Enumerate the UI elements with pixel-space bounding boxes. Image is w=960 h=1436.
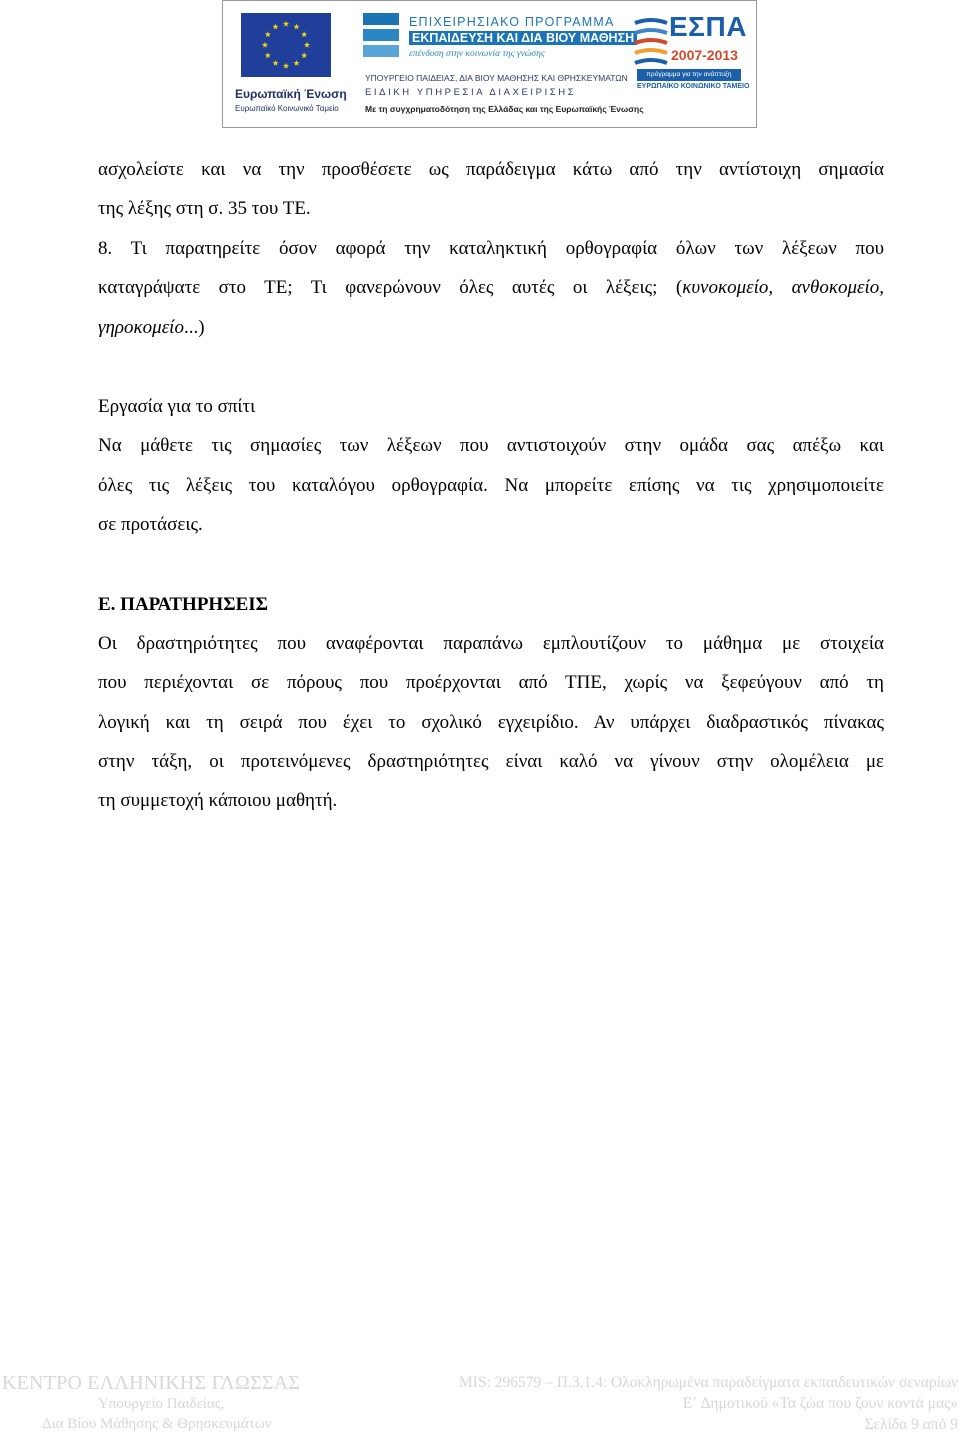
program-cofunding: Με τη συγχρηματοδότηση της Ελλάδας και της Ευρωπαϊκής Ένωσης (365, 104, 644, 114)
notes-heading: Ε. ΠΑΡΑΤΗΡΗΣΕΙΣ (98, 593, 269, 615)
paragraph-line: της λέξης στη σ. 35 του ΤΕ. (98, 198, 311, 220)
notes-line: τη συμμετοχή κάποιου μαθητή. (98, 790, 338, 812)
espa-tagline: πρόγραμμα για την ανάπτυξη (637, 69, 741, 81)
homework-line: όλες τις λέξεις του καταλόγου ορθογραφία. Να μπορείτε επίσης να τις χρησιμοποιείτε (98, 474, 884, 496)
question-8-text: καταγράψατε στο ΤΕ; Τι φανερώνουν όλες αυτές οι λέξεις; ( (98, 277, 683, 299)
program-service: ΕΙΔΙΚΗ ΥΠΗΡΕΣΙΑ ΔΙΑΧΕΙΡΙΣΗΣ (365, 87, 577, 98)
footer-project: MIS: 296579 – Π.3.1.4: Ολοκληρωμένα παραδείγματα εκπαιδευτικών σεναρίων (459, 1374, 958, 1391)
page-footer (0, 1370, 960, 1436)
question-8-examples: κυνοκομείο, ανθοκομείο, (682, 277, 884, 299)
eu-flag-icon (241, 13, 331, 77)
espa-fund: ΕΥΡΩΠΑΪΚΟ ΚΟΙΝΩΝΙΚΟ ΤΑΜΕΙΟ (637, 83, 750, 90)
footer-page-number: Σελίδα 9 από 9 (864, 1416, 958, 1433)
notes-line: στην τάξη, οι προτεινόμενες δραστηριότητες είναι καλό να γίνουν στην ολομέλεια με (98, 751, 884, 773)
program-motto: επένδυση στην κοινωνία της γνώσης (409, 49, 545, 59)
homework-line: Να μάθετε τις σημασίες των λέξεων που αντιστοιχούν στην ομάδα σας απέξω και (98, 435, 884, 457)
question-8-line (98, 308, 884, 347)
footer-ministry-line1: Υπουργείο Παιδείας, (98, 1396, 225, 1412)
eu-logo-subtitle: Ευρωπαϊκό Κοινωνικό Ταμείο (235, 104, 339, 113)
program-ministry: ΥΠΟΥΡΓΕΙΟ ΠΑΙΔΕΙΑΣ, ΔΙΑ ΒΙΟΥ ΜΑΘΗΣΗΣ ΚΑΙ ΘΡΗΣΚΕΥΜΑΤΩΝ (365, 73, 628, 83)
notes-line: λογική και τη σειρά που έχει το σχολικό εγχειρίδιο. Αν υπάρχει διαδραστικός πίνακας (98, 711, 884, 733)
question-8-text-end: ...) (183, 316, 205, 338)
notes-line: Οι δραστηριότητες που αναφέρονται παραπάνω εμπλουτίζουν το μάθημα με στοιχεία (98, 632, 884, 654)
espa-word: ΕΣΠΑ (669, 11, 747, 42)
program-logo (363, 7, 644, 123)
program-mark-icon (363, 13, 403, 59)
footer-ministry-line2: Δια Βίου Μάθησης & Θρησκευμάτων (42, 1416, 272, 1432)
program-title-line2: ΕΚΠΑΙΔΕΥΣΗ ΚΑΙ ΔΙΑ ΒΙΟΥ ΜΑΘΗΣΗ (409, 31, 637, 45)
question-8-examples-cont: γηροκομείο (98, 316, 184, 338)
notes-line: που περιέχονται σε πόρους που προέρχονται από ΤΠΕ, χωρίς να ξεφεύγουν από τη (98, 672, 884, 694)
eu-logo (233, 9, 347, 121)
espa-years: 2007-2013 (671, 47, 738, 63)
document-body (98, 150, 884, 821)
espa-waves-icon (633, 15, 669, 71)
question-8-line: 8. Τι παρατηρείτε όσον αφορά την καταληκτική ορθογραφία όλων των λέξεων που (98, 237, 884, 259)
eu-logo-name: Ευρωπαϊκή Ένωση (235, 87, 347, 101)
espa-logo (633, 9, 751, 119)
footer-scenario: Ε΄ Δημοτικού «Τα ζώα που ζουν κοντά μας» (682, 1395, 958, 1412)
homework-line: σε προτάσεις. (98, 514, 203, 536)
question-8-line (98, 268, 884, 307)
homework-heading: Εργασία για το σπίτι (98, 395, 256, 417)
header-logo-banner (222, 0, 757, 128)
program-title-line1: ΕΠΙΧΕΙΡΗΣΙΑΚΟ ΠΡΟΓΡΑΜΜΑ (409, 15, 615, 29)
footer-organization: ΚΕΝΤΡΟ ΕΛΛΗΝΙΚΗΣ ΓΛΩΣΣΑΣ (2, 1372, 301, 1394)
paragraph-line: ασχολείστε και να την προσθέσετε ως παράδειγμα κάτω από την αντίστοιχη σημασία (98, 159, 884, 180)
